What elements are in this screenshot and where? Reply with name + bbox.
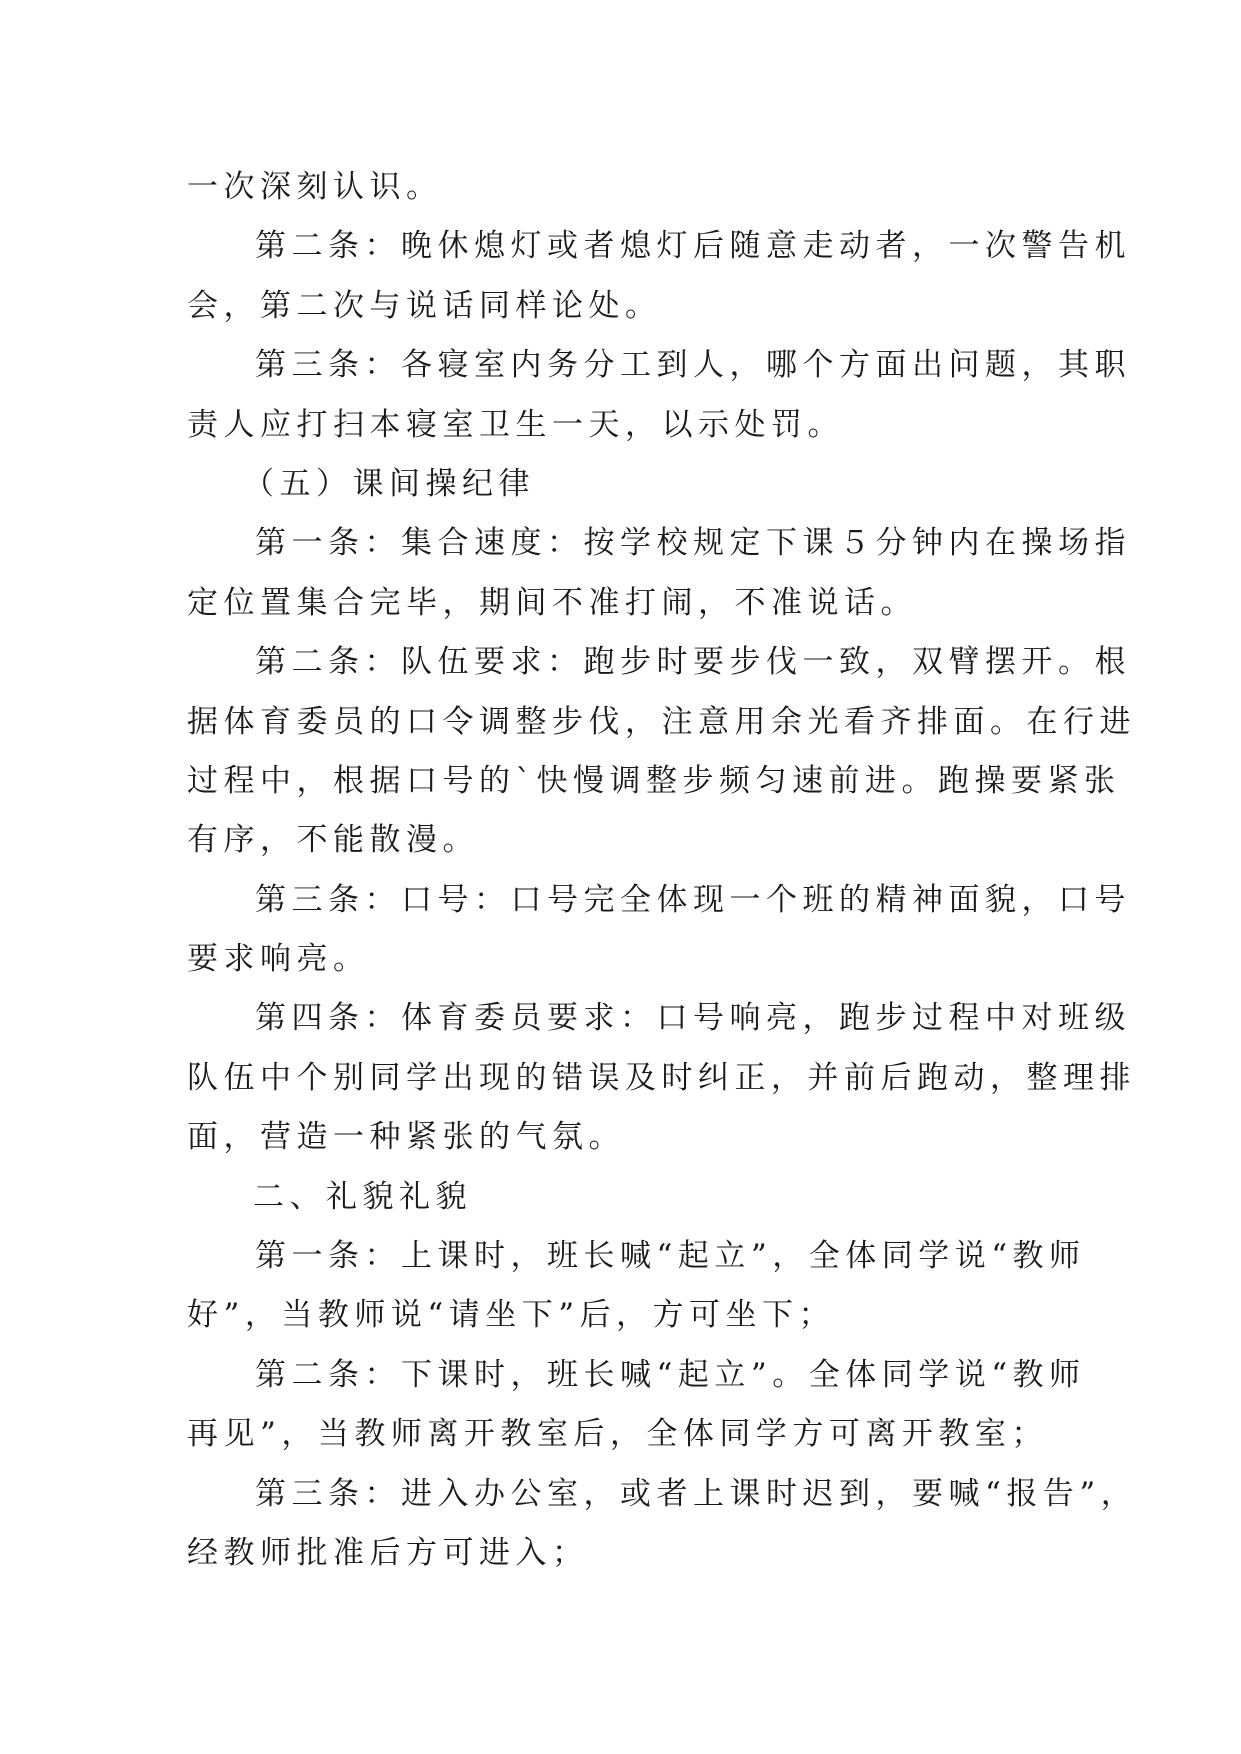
text-line: 责人应打扫本寝室卫生一天，以示处罚。	[187, 406, 844, 443]
article-3-report: 第三条：进入办公室，或者上课时迟到，要喊“报告”，	[255, 1475, 1138, 1512]
article-3-dorm-duties: 第三条：各寝室内务分工到人，哪个方面出问题，其职	[255, 347, 1131, 384]
text-line: 再见”，当教师离开教室后，全体同学方可离开教室；	[187, 1416, 1048, 1453]
text-line: 据体育委员的口令调整步伐，注意用余光看齐排面。在行进	[187, 703, 1136, 740]
article-1-assembly-speed: 第一条：集合速度：按学校规定下课５分钟内在操场指	[255, 525, 1131, 562]
article-2-formation: 第二条：队伍要求：跑步时要步伐一致，双臂摆开。根	[255, 644, 1131, 681]
article-2-class-end: 第二条：下课时，班长喊“起立”。全体同学说“教师	[255, 1356, 1086, 1393]
text-line: 过程中，根据口号的`快慢调整步频匀速前进。跑操要紧张	[187, 762, 1121, 799]
text-line: 队伍中个别同学出现的错误及时纠正，并前后跑动，整理排	[187, 1059, 1136, 1096]
text-line: 好”，当教师说“请坐下”后，方可坐下；	[187, 1297, 836, 1334]
text-line: 经教师批准后方可进入；	[187, 1534, 589, 1571]
section-heading-exercise-discipline: （五）课间操纪律	[243, 465, 535, 502]
text-line: 一次深刻认识。	[187, 169, 443, 205]
text-line: 面，营造一种紧张的气氛。	[187, 1119, 625, 1156]
text-line: 要求响亮。	[187, 941, 370, 978]
text-line: 会，第二次与说话同样论处。	[187, 287, 662, 324]
article-2-curfew: 第二条：晚休熄灯或者熄灯后随意走动者，一次警告机	[255, 228, 1131, 265]
document-body	[187, 158, 1138, 1583]
article-3-slogan: 第三条：口号：口号完全体现一个班的精神面貌，口号	[255, 881, 1131, 918]
article-4-pe-monitor: 第四条：体育委员要求：口号响亮，跑步过程中对班级	[255, 1000, 1131, 1037]
section-heading-etiquette: 二、礼貌礼貌	[253, 1178, 472, 1215]
article-1-class-start: 第一条：上课时，班长喊“起立”，全体同学说“教师	[255, 1238, 1086, 1275]
text-line: 定位置集合完毕，期间不准打闹，不准说话。	[187, 584, 917, 621]
text-line: 有序，不能散漫。	[187, 822, 479, 859]
